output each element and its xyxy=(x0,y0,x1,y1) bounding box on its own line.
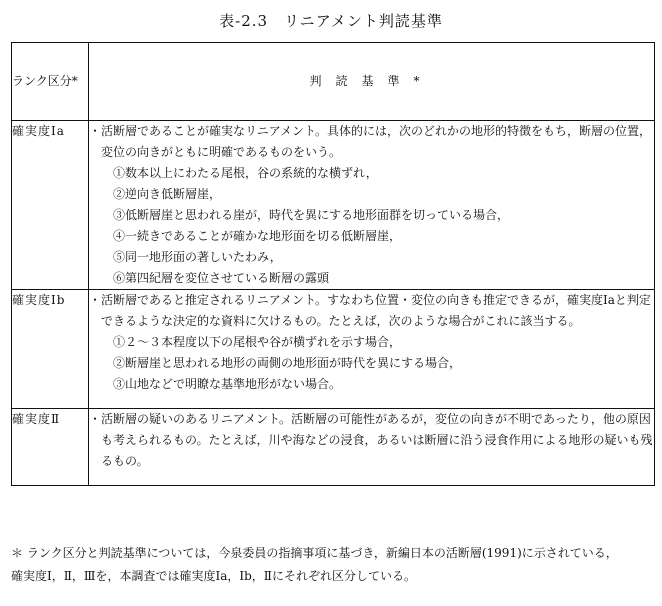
header-criteria: 判読基準* xyxy=(89,43,655,121)
criteria-cell xyxy=(89,409,655,486)
table-row xyxy=(12,121,655,290)
criteria-item: ①数本以上にわたる尾根，谷の系統的な横ずれ， xyxy=(113,166,378,180)
criteria-item: ⑤同一地形面の著しいたわみ， xyxy=(113,250,282,264)
criteria-item: ②逆向き低断層崖， xyxy=(113,187,222,201)
criteria-item: ④一続きであることが確かな地形面を切る低断層崖， xyxy=(113,229,402,243)
footnote-line: ＊ ランク区分と判読基準については，今泉委員の指摘事項に基づき，新編日本の活断層(1991)に示されている， xyxy=(11,546,618,560)
criteria-text: 活断層であることが確実なリニアメント。具体的には，次のどれかの地形的特徴をもち，断層の位置，変位の向きがともに明確であるものをいう。 xyxy=(101,124,651,159)
footnote xyxy=(11,542,656,588)
criteria-text: 活断層であると推定されるリニアメント。すなわち位置・変位の向きも推定できるが，確実度Ⅰaと判定できるような決定的な資料に欠けるもの。たとえば，次のような場合がこれに該当する。 xyxy=(101,293,651,328)
criteria-cell xyxy=(89,121,655,290)
criteria-item: ③山地などで明瞭な基準地形がない場合。 xyxy=(113,377,342,391)
criteria-description xyxy=(89,409,654,472)
criteria-cell xyxy=(89,290,655,409)
criteria-item: ①２～３本程度以下の尾根や谷が横ずれを示す場合， xyxy=(113,335,402,349)
rank-cell: 確実度Ⅰb xyxy=(12,290,89,409)
criteria-text: 活断層の疑いのあるリニアメント。活断層の可能性があるが，変位の向きが不明であったり，他の原因も考えられるもの。たとえば，川や海などの浸食，あるいは断層に沿う浸食作用による地形の疑いも残るもの。 xyxy=(101,412,653,468)
rank-cell: 確実度Ⅰa xyxy=(12,121,89,290)
criteria-item: ⑥第四紀層を変位させている断層の露頭 xyxy=(113,271,330,285)
criteria-description xyxy=(89,290,654,332)
table-title: 表-2.3 リニアメント判読基準 xyxy=(219,12,443,30)
table-row xyxy=(12,290,655,409)
criteria-description xyxy=(89,121,654,163)
lineament-criteria-table xyxy=(11,42,655,486)
footnote-line: 確実度Ⅰ，Ⅱ，Ⅲを，本調査では確実度Ⅰa，Ⅰb，Ⅱにそれぞれ区分している。 xyxy=(11,569,416,583)
bullet-mark: ・ xyxy=(89,124,102,138)
bullet-mark: ・ xyxy=(89,412,102,426)
criteria-item: ②断層崖と思われる地形の両側の地形面が時代を異にする場合， xyxy=(113,356,462,370)
header-rank: ランク区分* xyxy=(12,43,89,121)
bullet-mark: ・ xyxy=(89,293,102,307)
table-header-row xyxy=(12,43,655,121)
rank-cell: 確実度Ⅱ xyxy=(12,409,89,486)
criteria-item: ③低断層崖と思われる崖が，時代を異にする地形面群を切っている場合， xyxy=(113,208,510,222)
table-row xyxy=(12,409,655,486)
